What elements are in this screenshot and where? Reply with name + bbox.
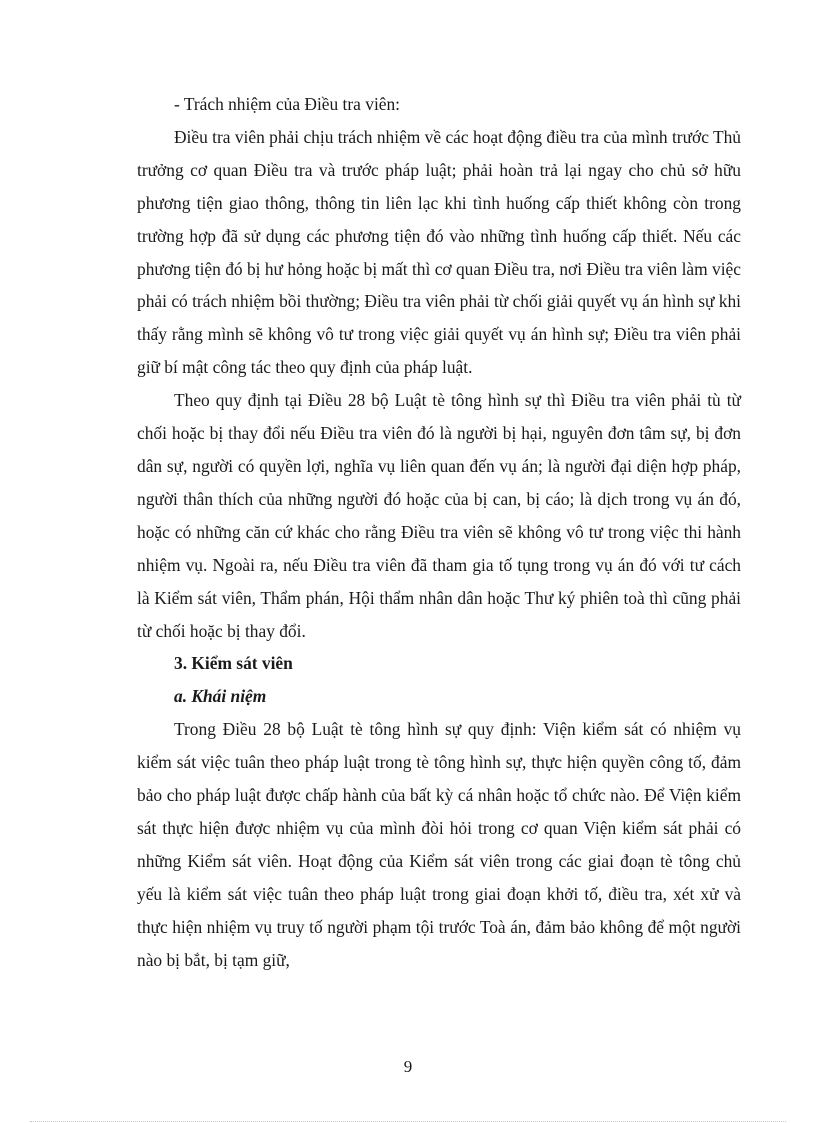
page-bottom-divider: [30, 1121, 786, 1122]
paragraph-investigator-duties: Điều tra viên phải chịu trách nhiệm về các hoạt động điều tra của mình trước Thủ trưởng cơ quan Điều tra và trước pháp luật; phải hoàn trả lại ngay cho chủ sở hữu phương tiện giao thông, thông tin liên lạc khi tình huống cấp thiết không còn trong trường hợp đã sử dụng các phương tiện đó vào những tình huống cấp thiết. Nếu các phương tiện đó bị hư hỏng hoặc bị mất thì cơ quan Điều tra, nơi Điều tra viên làm việc phải có trách nhiệm bồi thường; Điều tra viên phải từ chối giải quyết vụ án hình sự khi thấy rằng mình sẽ không vô tư trong việc giải quyết vụ án hình sự; Điều tra viên phải giữ bí mật công tác theo quy định của pháp luật.: [137, 126, 741, 378]
paragraph-article-28-procuracy: Trong Điều 28 bộ Luật tè tông hình sự quy định: Viện kiểm sát có nhiệm vụ kiểm sát việc tuân theo pháp luật trong tè tông hình sự, thực hiện quyền công tố, đảm bảo cho pháp luật được chấp hành của bất kỳ cá nhân hoặc tổ chức nào. Để Viện kiểm sát thực hiện được nhiệm vụ của mình đòi hỏi trong cơ quan Viện kiểm sát phải có những Kiểm sát viên. Hoạt động của Kiểm sát viên trong các giai đoạn tè tông chủ yếu là kiểm sát việc tuân theo pháp luật trong giai đoạn khởi tố, điều tra, xét xử và thực hiện nhiệm vụ truy tố người phạm tội trước Toà án, đảm bảo không để một người nào bị bắt, bị tạm giữ,: [137, 719, 741, 970]
page-number: 9: [403, 1057, 413, 1076]
paragraph-article-28-investigator: Theo quy định tại Điều 28 bộ Luật tè tông hình sự thì Điều tra viên phải tù từ chối hoặc bị thay đổi nếu Điều tra viên đó là người bị hại, nguyên đơn tâm sự, bị đơn dân sự, người có quyền lợi, nghĩa vụ liên quan đến vụ án; là người đại diện hợp pháp, người thân thích của những người đó hoặc của bị can, bị cáo; là dịch trong vụ án đó, hoặc có những căn cứ khác cho rằng Điều tra viên sẽ không vô tư trong việc thi hành nhiệm vụ. Ngoài ra, nếu Điều tra viên đã tham gia tố tụng trong vụ án đó với tư cách là Kiểm sát viên, Thẩm phán, Hội thẩm nhân dân hoặc Thư ký phiên toà thì cũng phải từ chối hoặc bị thay đổi.: [137, 390, 741, 641]
paragraph-responsibility-heading: - Trách nhiệm của Điều tra viên:: [174, 94, 401, 114]
section-heading-prosecutor: 3. Kiểm sát viên: [174, 653, 293, 674]
page-content: [137, 88, 741, 976]
subsection-heading-concept: a. Khái niệm: [174, 686, 267, 707]
